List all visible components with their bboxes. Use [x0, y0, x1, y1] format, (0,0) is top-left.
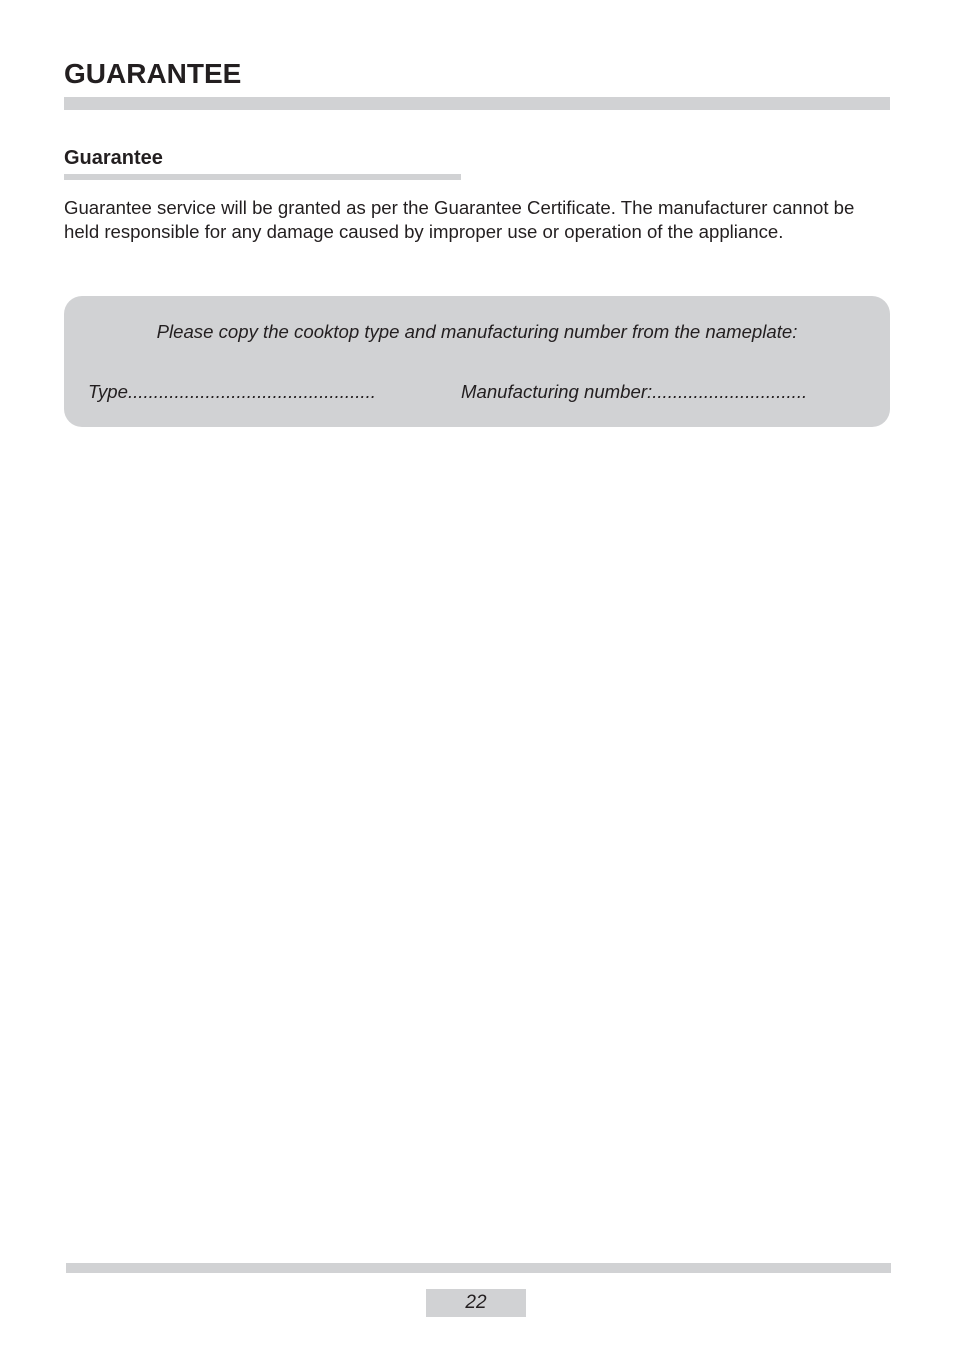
section-heading: Guarantee — [64, 147, 163, 169]
type-field: Type................................................ — [88, 381, 376, 402]
nameplate-info-box — [64, 296, 890, 427]
page-number: 22 — [426, 1289, 526, 1317]
nameplate-instruction: Please copy the cooktop type and manufacturing number from the nameplate: — [156, 321, 798, 342]
title-divider — [64, 97, 890, 110]
page-title: GUARANTEE — [64, 58, 242, 89]
manufacturing-number-field: Manufacturing number:.............................. — [461, 381, 808, 402]
guarantee-paragraph: Guarantee service will be granted as per the Guarantee Certificate. The manufacturer cannot be held responsible for any damage caused by improper use or operation of the appliance. — [64, 197, 855, 242]
section-divider — [64, 174, 461, 180]
footer-divider — [66, 1263, 891, 1273]
